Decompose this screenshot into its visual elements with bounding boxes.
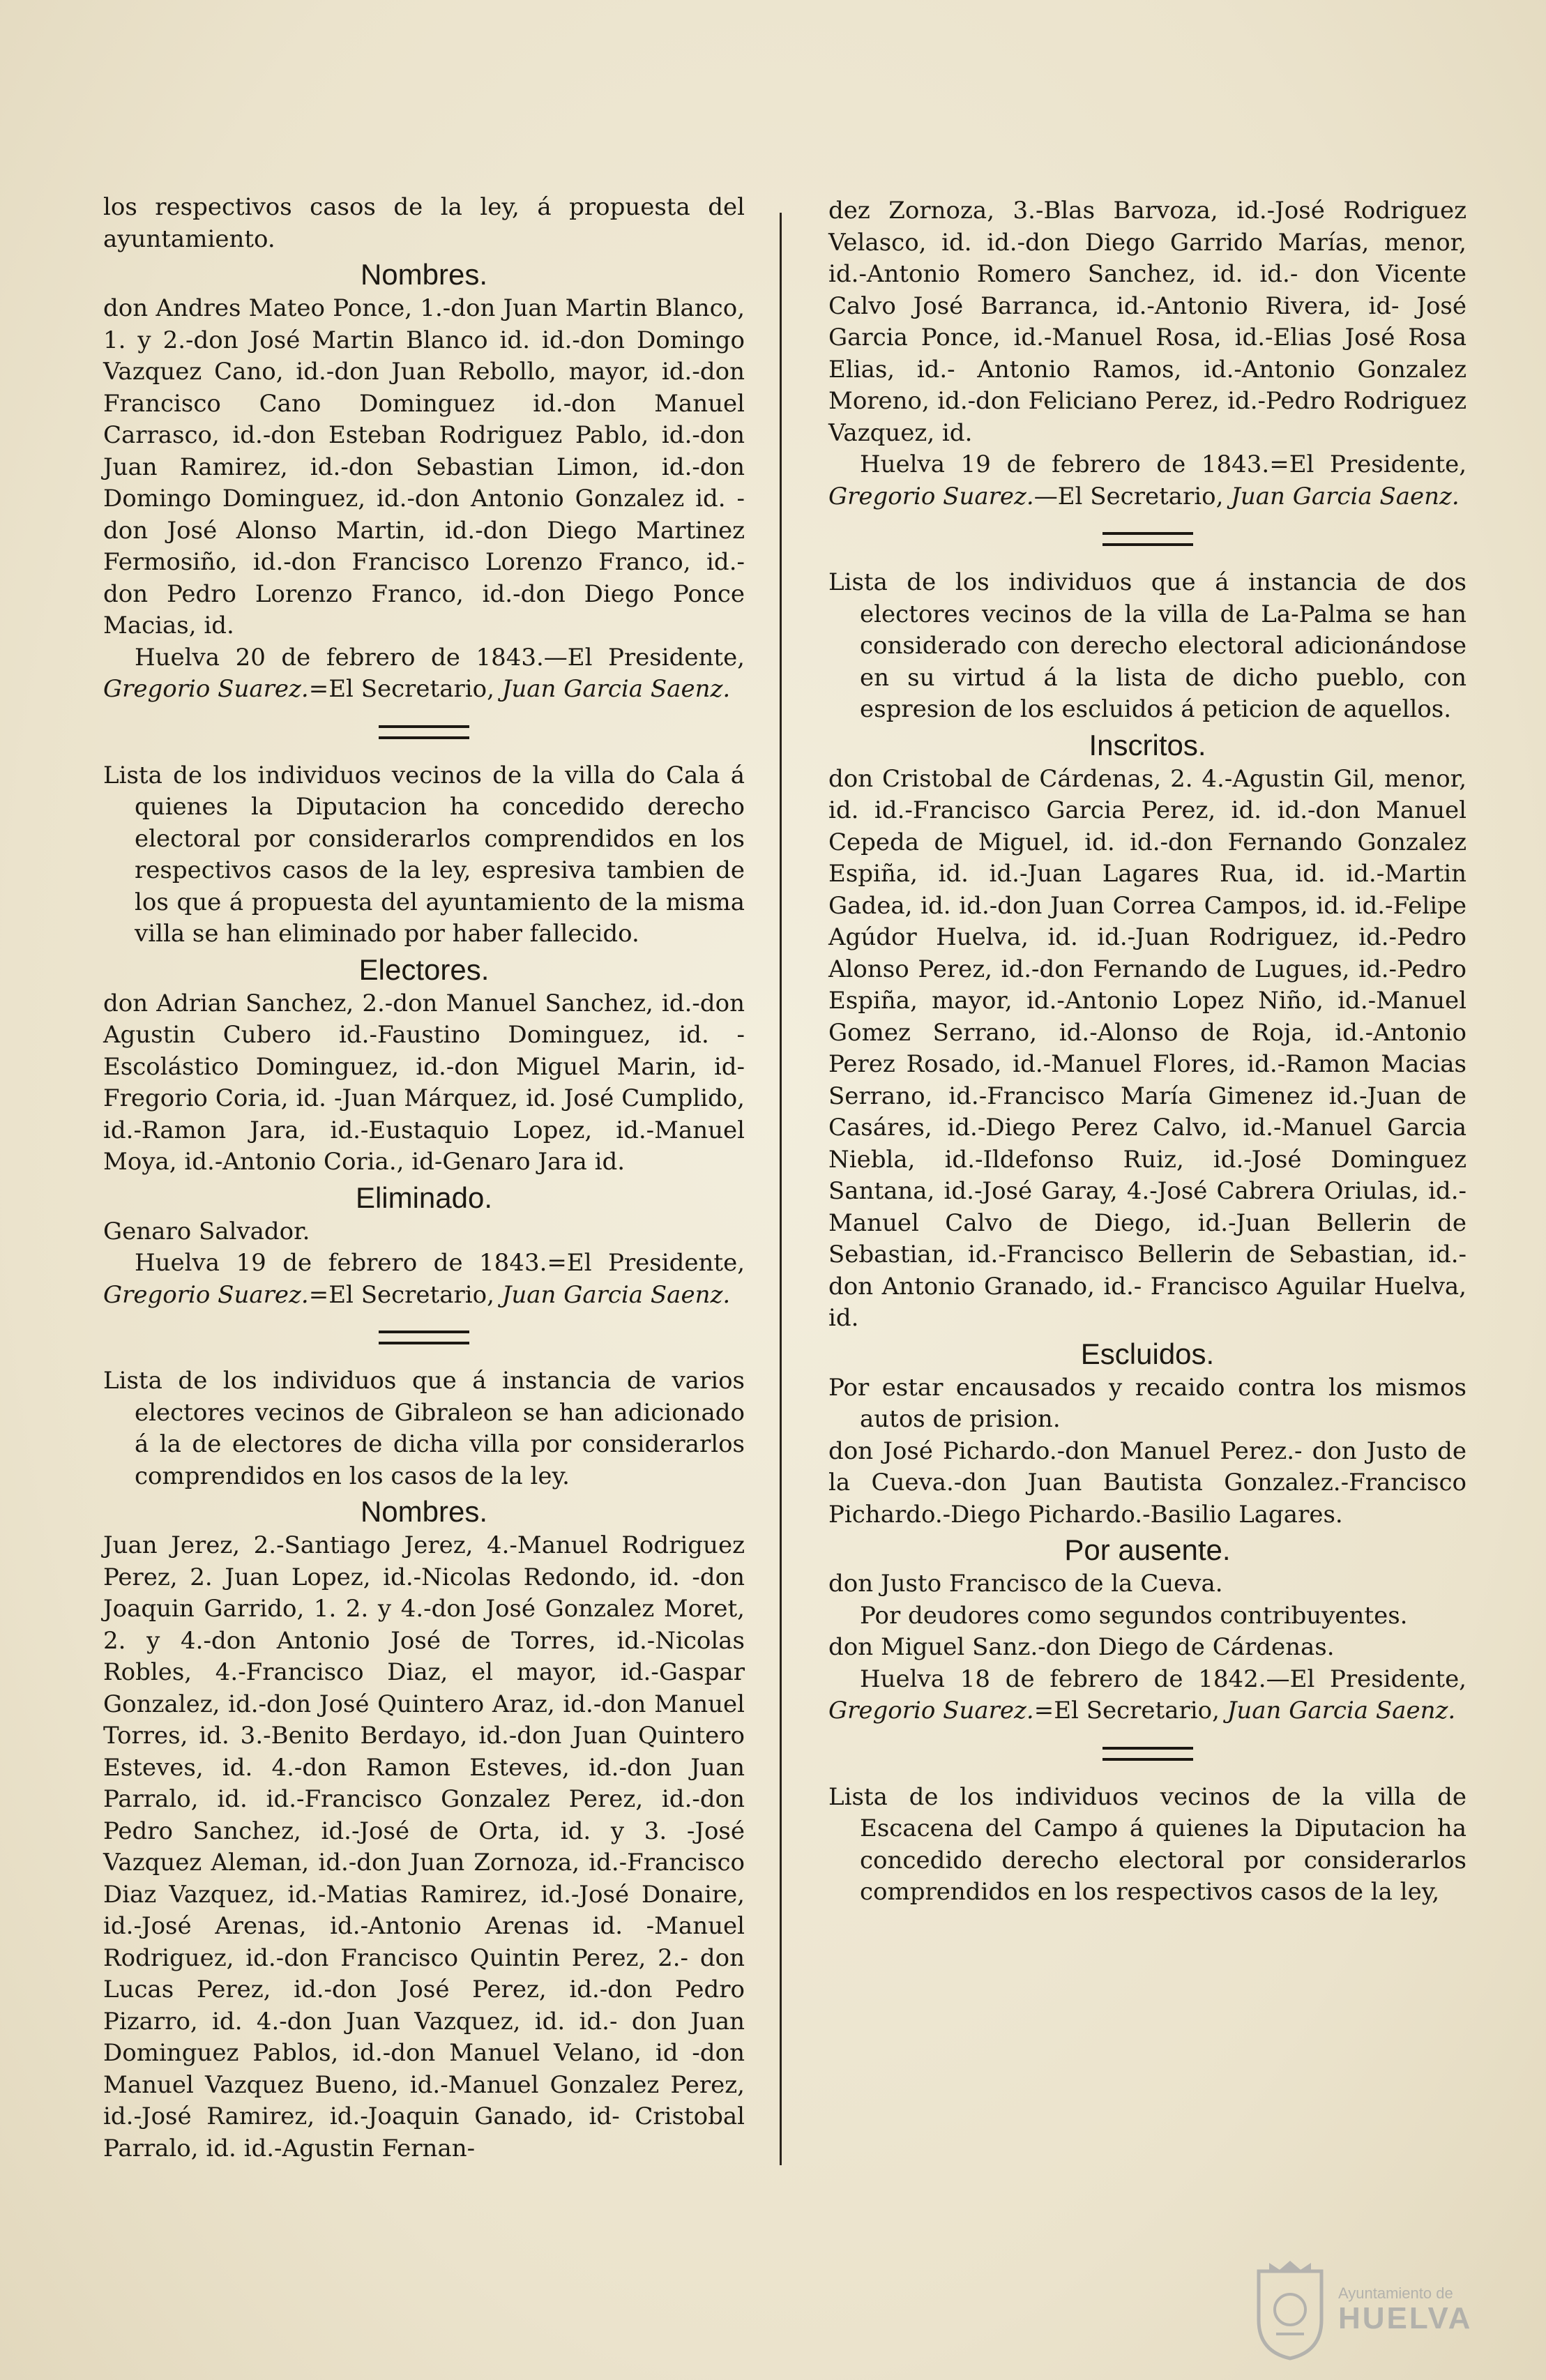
section-divider	[379, 1331, 469, 1344]
column-rule	[780, 213, 782, 2165]
coat-of-arms-icon	[1252, 2257, 1328, 2362]
watermark-text	[1338, 2284, 1472, 2335]
names-list: don Adrian Sanchez, 2.-don Manuel Sanchez, id.-don Agustin Cubero id.-Faustino Dominguez, id. -Escolástico Dominguez, id.-don Miguel Marin, id-Fregorio Coria, id. -Juan Márquez, id. José Cumplido, id.-Ramon Jara, id.-Eustaquio Lopez, id.-Manuel Moya, id.-Antonio Coria., id-Genaro Jara id.	[103, 989, 745, 1176]
section-heading: Nombres.	[360, 258, 488, 291]
exclusion-reason: Por deudores como segundos contribuyentes.	[860, 1601, 1408, 1630]
names-list: dez Zornoza, 3.-Blas Barvoza, id.-José Rodriguez Velasco, id. id.-don Diego Garrido Marías, menor, id.-Antonio Romero Sanchez, id. id.- don Vicente Calvo José Barranca, id.-Antonio Rivera, id- José Garcia Ponce, id.-Manuel Rosa, id.-Elias José Rosa Elias, id.- Antonio Ramos, id.-Antonio Gonzalez Moreno, id.-don Feliciano Perez, id.-Pedro Rodriguez Vazquez, id.	[828, 197, 1467, 447]
president-name: Gregorio Suarez.	[828, 1697, 1034, 1725]
signature-line	[103, 1248, 745, 1311]
signature-line	[828, 449, 1467, 513]
list-intro: Lista de los individuos que á instancia de dos electores vecinos de la villa de La-Palma se han considerado con derecho electoral adicionándose en su virtud á la lista de dicho pueblo, con espresion de los escluidos á peticion de aquellos.	[828, 568, 1467, 723]
section-heading: Inscritos.	[1089, 728, 1206, 761]
archive-watermark	[1252, 2254, 1531, 2365]
names-list: don Andres Mateo Ponce, 1.-don Juan Martin Blanco, 1. y 2.-don José Martin Blanco id. id.-don Domingo Vazquez Cano, id.-don Juan Rebollo, mayor, id.-don Francisco Cano Dominguez id.-don Manuel Carrasco, id.-don Esteban Rodriguez Pablo, id.-don Juan Ramirez, id.-don Sebastian Limon, id.-don Domingo Dominguez, id.-don Antonio Gonzalez id. -don José Alonso Martin, id.-don Diego Martinez Fermosiño, id.-don Francisco Lorenzo Franco, id.-don Pedro Lorenzo Franco, id.-don Diego Ponce Macias, id.	[103, 294, 745, 639]
watermark-line-2: HUELVA	[1338, 2301, 1473, 2335]
names-list: don Cristobal de Cárdenas, 2. 4.-Agustin Gil, menor, id. id.-Francisco Garcia Perez, id. id.-don Manuel Cepeda de Miguel, id. id.-don Fernando Gonzalez Espiña, id. id.-Juan Lagares Rua, id. id.-Martin Gadea, id. id.-don Juan Correa Campos, id. id.-Felipe Agúdor Huelva, id. id.-Juan Rodriguez, id.-Pedro Alonso Perez, id.-don Fernando de Lugues, id.-Pedro Espiña, mayor, id.-Antonio Lopez Niño, id.-Manuel Gomez Serrano, id.-Alonso de Roja, id.-Antonio Perez Rosado, id.-Manuel Flores, id.-Ramon Macias Serrano, id.-Francisco María Gimenez id.-Juan de Casáres, id.-Diego Perez Calvo, id.-Manuel Garcia Niebla, id.-Ildefonso Ruiz, id.-José Dominguez Santana, id.-José Garay, 4.-José Cabrera Oriulas, id.-Manuel Calvo de Diego, id.-Juan Bellerin de Sebastian, id.-Francisco Bellerin de Sebastian, id.-don Antonio Granado, id.- Francisco Aguilar Huelva, id.	[828, 764, 1467, 1332]
names-list: Juan Jerez, 2.-Santiago Jerez, 4.-Manuel Rodriguez Perez, 2. Juan Lopez, id.-Nicolas Redondo, id. -don Joaquin Garrido, 1. 2. y 4.-don José Gonzalez Moret, 2. y 4.-don Antonio José de Torres, id.-Nicolas Robles, 4.-Francisco Diaz, el mayor, id.-Gaspar Gonzalez, id.-don José Quintero Araz, id.-don Manuel Torres, id. 3.-Benito Berdayo, id.-don Juan Quintero Esteves, id. 4.-don Ramon Esteves, id.-don Juan Parralo, id. id.-Francisco Gonzalez Perez, id.-don Pedro Sanchez, id.-José de Orta, id. y 3. -José Vazquez Aleman, id.-don Juan Zornoza, id.-Francisco Diaz Vazquez, id.-Matias Ramirez, id.-José Donaire, id.-José Arenas, id.-Antonio Arenas id. -Manuel Rodriguez, id.-don Francisco Quintin Perez, 2.- don Lucas Perez, id.-don José Perez, id.-don Pedro Pizarro, id. 4.-don Juan Vazquez, id. id.- don Juan Dominguez Pablos, id.-don Manuel Velano, id -don Manuel Vazquez Bueno, id.-Manuel Gonzalez Perez, id.-José Ramirez, id.-Joaquin Ganado, id- Cristobal Parralo, id. id.-Agustin Fernan-	[103, 1531, 745, 2162]
signature-line	[828, 1664, 1467, 1727]
exclusion-reason: Por estar encausados y recaido contra los mismos autos de prision.	[828, 1373, 1467, 1433]
section-divider	[1102, 1747, 1193, 1761]
secretary-label: =El Secretario,	[308, 675, 494, 703]
date-line: Huelva 19 de febrero de 1843.=El Presidente,	[860, 450, 1467, 478]
list-intro: Lista de los individuos que á instancia de varios electores vecinos de Gibraleon se han adicionado á la de electores de dicha villa por considerarlos comprendidos en los casos de la ley.	[103, 1367, 745, 1490]
date-line: Huelva 20 de febrero de 1843.—El Presidente,	[135, 643, 745, 672]
section-divider	[379, 725, 469, 739]
date-line: Huelva 18 de febrero de 1842.—El Presidente,	[860, 1665, 1467, 1693]
secretary-name: Juan Garcia Saenz.	[501, 675, 731, 703]
president-name: Gregorio Suarez.	[103, 1280, 309, 1309]
watermark-line-1: Ayuntamiento de	[1338, 2284, 1453, 2302]
section-heading: Nombres.	[360, 1495, 488, 1528]
list-intro: Lista de los individuos vecinos de la villa do Cala á quienes la Diputacion ha concedido derecho electoral por considerarlos comprendidos en los respectivos casos de la ley, espresiva tambien de los que á propuesta del ayuntamiento de la misma villa se han eliminado por haber fallecido.	[103, 761, 745, 948]
date-line: Huelva 19 de febrero de 1843.=El Presidente,	[135, 1249, 745, 1277]
names-list: don Miguel Sanz.-don Diego de Cárdenas.	[828, 1633, 1335, 1661]
section-heading: Electores.	[358, 953, 490, 986]
section-heading: Por ausente.	[1064, 1533, 1231, 1566]
president-name: Gregorio Suarez.	[828, 482, 1034, 510]
section-heading: Eliminado.	[355, 1181, 493, 1214]
secretary-label: —El Secretario,	[1033, 482, 1224, 510]
absent-name: don Justo Francisco de la Cueva.	[828, 1570, 1223, 1598]
names-list: don José Pichardo.-don Manuel Perez.- don Justo de la Cueva.-don Juan Bautista Gonzalez.-Francisco Pichardo.-Diego Pichardo.-Basilio Lagares.	[828, 1437, 1467, 1529]
president-name: Gregorio Suarez.	[103, 675, 309, 703]
secretary-label: =El Secretario,	[1033, 1697, 1220, 1725]
secretary-name: Juan Garcia Saenz.	[1227, 1697, 1456, 1725]
secretary-name: Juan Garcia Saenz.	[1231, 482, 1460, 510]
secretary-label: =El Secretario,	[308, 1280, 494, 1309]
signature-line	[103, 642, 745, 706]
eliminated-name: Genaro Salvador.	[103, 1217, 310, 1245]
section-heading: Escluidos.	[1080, 1337, 1215, 1370]
section-divider	[1102, 532, 1193, 546]
right-column	[828, 195, 1467, 1909]
list-intro: Lista de los individuos vecinos de la villa de Escacena del Campo á quienes la Diputacion ha concedido derecho electoral por considerarlos comprendidos en los respectivos casos de la ley,	[828, 1782, 1467, 1906]
left-column	[103, 192, 745, 2165]
intro-continuation: los respectivos casos de la ley, á propuesta del ayuntamiento.	[103, 193, 745, 253]
secretary-name: Juan Garcia Saenz.	[501, 1280, 731, 1309]
